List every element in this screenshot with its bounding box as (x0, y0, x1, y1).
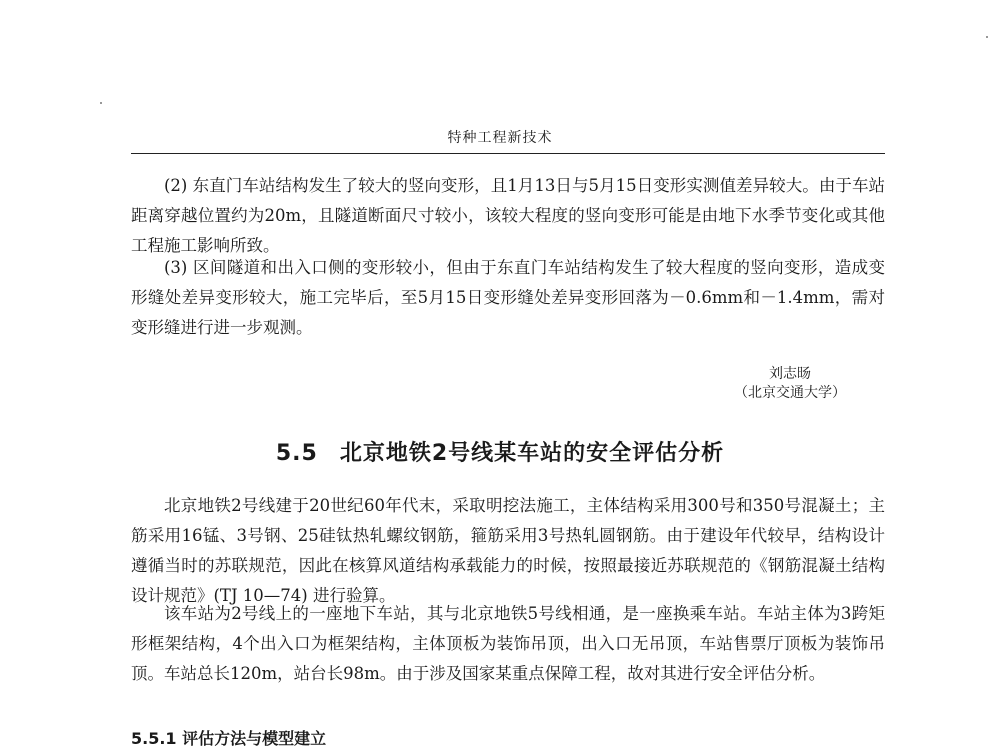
subsection-title-text: 评估方法与模型建立 (182, 729, 327, 748)
header-rule (131, 153, 885, 154)
paragraph-item-3: (3) 区间隧道和出入口侧的变形较小，但由于东直门车站结构发生了较大程度的竖向变形，造成变形缝处差异变形较大，施工完毕后，至5月15日变形缝处差异变形回落为－0.6mm和－1.4mm，需对变形缝进行进一步观测。 (131, 258, 885, 337)
section-title-text: 北京地铁2号线某车站的安全评估分析 (339, 441, 725, 466)
author-block (680, 365, 900, 403)
paragraph-station: 该车站为2号线上的一座地下车站，其与北京地铁5号线相通，是一座换乘车站。车站主体为3跨矩形框架结构，4个出入口为框架结构，主体顶板为装饰吊顶，出入口无吊顶，车站售票厅顶板为装饰吊顶。车站总长120m，站台长98m。由于涉及国家某重点保障工程，故对其进行安全评估分析。 (131, 604, 885, 683)
subsection-heading (131, 726, 326, 749)
author-affiliation: （北京交通大学） (734, 385, 846, 401)
section-number: 5.5 (275, 441, 318, 466)
running-header: 特种工程新技术 (447, 130, 553, 146)
author-name: 刘志旸 (769, 366, 811, 382)
subsection-number: 5.5.1 (131, 729, 177, 748)
paragraph-intro: 北京地铁2号线建于20世纪60年代末，采取明挖法施工，主体结构采用300号和350号混凝土；主筋采用16锰、3号钢、25硅钛热轧螺纹钢筋，箍筋采用3号热轧圆钢筋。由于建设年代较早，结构设计遵循当时的苏联规范，因此在核算风道结构承载能力的时候，按照最接近苏联规范的《钢筋混凝土结构设计规范》(TJ 10—74) 进行验算。 (131, 496, 885, 605)
paragraph-item-2: (2) 东直门车站结构发生了较大的竖向变形，且1月13日与5月15日变形实测值差异较大。由于车站距离穿越位置约为20m，且隧道断面尺寸较小，该较大程度的竖向变形可能是由地下水季节变化或其他工程施工影响所致。 (131, 176, 885, 255)
scan-speck (100, 102, 102, 104)
scan-speck (986, 36, 988, 38)
section-heading (0, 436, 1000, 467)
